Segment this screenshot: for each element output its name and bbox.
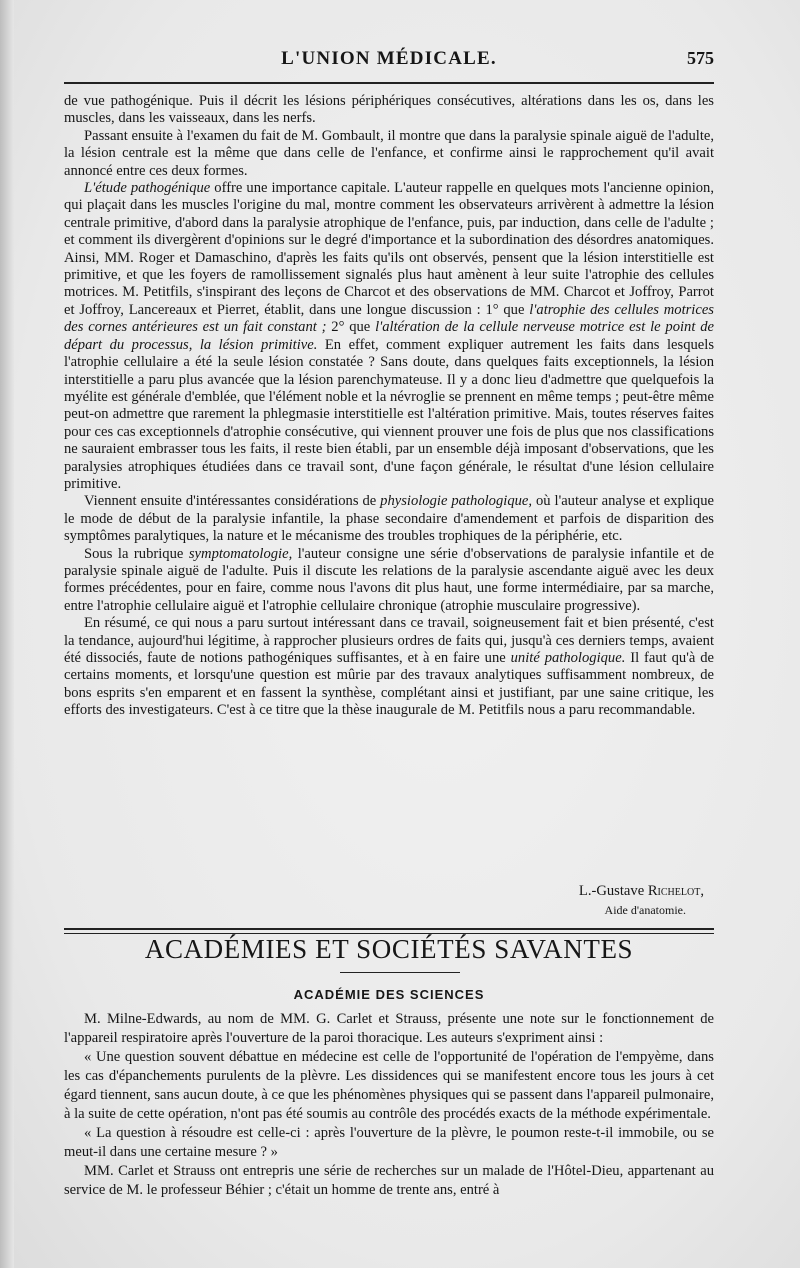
italic-phrase: physiologie pathologique, xyxy=(380,493,533,510)
header-rule xyxy=(64,82,714,84)
italic-phrase: l'altération de la cellule nerveuse motrice est le point de départ du processus, la lésion primitive. xyxy=(64,319,714,353)
author-name: L.-Gustave Richelot, xyxy=(578,883,704,899)
italic-phrase: l'atrophie des cellules motrices des cornes antérieures est un fait constant ; xyxy=(64,301,714,336)
thesis-review xyxy=(64,93,714,720)
review-paragraph: Sous la rubrique symptomatologie, l'auteur consigne une série d'observations de paralysie infantile et de paralysie spinale aiguë de l'adulte. Puis il discute les relations de la paralysie ascendante aiguë avec les deux formes précédentes, pour en faire, comme nous l'avons dit plus haut, une forme intermédiaire, par sa marche, entre l'atrophie cellulaire aiguë et l'atrophie cellulaire chronique (atrophie musculaire progressive). xyxy=(64,545,714,614)
running-title: L'UNION MÉDICALE. xyxy=(281,48,497,69)
report-paragraph: MM. Carlet et Strauss ont entrepris une série de recherches sur un malade de l'Hôtel-Dieu, appartenant au service de M. le professeur Béhier ; c'était un homme de trente ans, entré à xyxy=(64,1163,714,1198)
report-paragraph: M. Milne-Edwards, au nom de MM. G. Carlet et Strauss, présente une note sur le fonctionnement de l'appareil respiratoire après l'ouverture de la paroi thoracique. Les auteurs s'expriment ainsi : xyxy=(64,1011,714,1046)
author-role: Aide d'anatomie. xyxy=(604,903,686,917)
review-signature xyxy=(579,882,704,919)
page-gutter-shadow xyxy=(0,0,14,1268)
running-head xyxy=(64,48,714,74)
review-paragraph: de vue pathogénique. Puis il décrit les lésions périphériques consécutives, altérations dans les os, dans les muscles, dans les vaisseaux, dans les nerfs. xyxy=(64,93,714,127)
section-title: ACADÉMIES ET SOCIÉTÉS SAVANTES xyxy=(144,934,634,964)
italic-lead: L'étude pathogénique xyxy=(84,180,211,197)
review-paragraph: Viennent ensuite d'intéressantes considérations de physiologie pathologique, où l'auteur analyse et explique le mode de début de la paralysie infantile, la phase secondaire d'amendement et parfois de disparition des symptômes paralytiques, la nature et le mécanisme des troubles trophiques de la périphérie, etc. xyxy=(64,493,714,545)
italic-phrase: unité pathologique. xyxy=(510,650,626,666)
academy-report xyxy=(64,1010,714,1200)
subsection-title: ACADÉMIE DES SCIENCES xyxy=(293,987,485,1002)
section-divider xyxy=(340,972,460,973)
review-paragraph: Passant ensuite à l'examen du fait de M. Gombault, il montre que dans la paralysie spinale aiguë de l'adulte, la lésion centrale est la même que dans celle de l'enfance, et confirme ainsi le rapprochement qu'il avait annoncé entre ces deux formes. xyxy=(64,127,714,179)
report-paragraph: « La question à résoudre est celle-ci : après l'ouverture de la plèvre, le poumon reste-t-il immobile, ou se meut-il dans une certaine mesure ? » xyxy=(64,1125,714,1160)
italic-phrase: symptomatologie, xyxy=(188,545,293,562)
review-paragraph: L'étude pathogénique offre une importance capitale. L'auteur rappelle en quelques mots l'ancienne opinion, qui plaçait dans les muscles l'origine du mal, montre comment les observateurs arrivèrent à admettre la lésion centrale primitive, d'abord dans la paralysie atrophique de l'enfance, puis, par induction, dans celle de l'adulte ; et comment ils divergèrent d'opinions sur le degré d'importance et la subordination des désordres anatomiques. Ainsi, MM. Roger et Damaschino, d'après les faits qu'ils ont observés, pensent que la lésion interstitielle est primitive, et que les foyers de ramollissement signalés plus haut amènent à leur suite l'atrophie des cellules motrices. M. Petitfils, s'inspirant des leçons de Charcot et des observations de MM. Charcot et Joffroy, Parrot et Joffroy, Lancereaux et Pierret, établit, dans une longue discussion : 1° que l'atrophie des cellules motrices des cornes antérieures est un fait constant ; 2° que l'altération de la cellule nerveuse motrice est le point de départ du processus, la lésion primitive. En effet, comment expliquer autrement les faits dans lesquels l'atrophie cellulaire a été la seule lésion constatée ? Sans doute, dans quelques faits exceptionnels, la lésion interstitielle a paru plus avancée que la lésion parenchymateuse. Il y a donc lieu d'admettre que quelquefois la myélite est générale d'emblée, que l'élément noble et la névroglie se prennent en même temps ; peut-être même peut-on admettre que rarement la phlegmasie interstitielle est l'altération primitive. Mais, toutes réserves faites pour ces cas exceptionnels d'atrophie consécutive, qui viennent prouver une fois de plus que nos classifications ne sauraient embrasser tous les faits, il reste bien établi, par un ensemble déjà imposant d'observations, que les paralysies atrophiques étudiées dans ce travail sont, d'une façon générale, le résultat d'une lésion cellulaire primitive. xyxy=(64,180,714,492)
page-number: 575 xyxy=(687,48,714,68)
review-paragraph: En résumé, ce qui nous a paru surtout intéressant dans ce travail, soigneusement fait et bien présenté, c'est la tendance, aujourd'hui légitime, à rapprocher plusieurs ordres de faits qui, jusqu'à ces derniers temps, avaient été dissociés, faute de notions pathogéniques suffisantes, et à en faire une unité pathologique. Il faut qu'à de certains moments, et lorsqu'une question est mûrie par des travaux analytiques suffisamment nombreux, de bons esprits s'en emparent et en fassent la synthèse, complétant ainsi et justifiant, par une saine critique, les efforts des investigateurs. C'est à ce titre que la thèse inaugurale de M. Petitfils nous a paru recommandable. xyxy=(64,615,714,719)
report-paragraph: « Une question souvent débattue en médecine est celle de l'opportunité de l'opération de l'empyème, dans les cas d'épanchements purulents de la plèvre. Les dissidences qui se manifestent encore tous les jours à cet égard tiennent, sans aucun doute, à ce que les phénomènes physiques qui se passent dans l'appareil pulmonaire, à la suite de cette opération, n'ont pas été soumis au contrôle des procédés exacts de la méthode expérimentale. xyxy=(64,1049,714,1122)
